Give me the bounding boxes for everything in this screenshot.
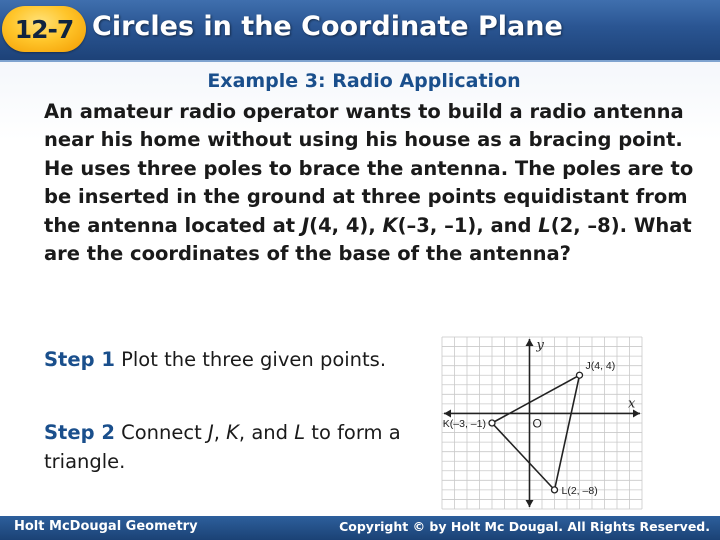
footer-bar bbox=[0, 516, 720, 540]
step-2-text-run: K bbox=[226, 421, 239, 444]
problem-text-run: K bbox=[382, 213, 398, 237]
x-axis-label: x bbox=[628, 396, 636, 412]
problem-text-run: (2, –8). What are the coordinates of the base of the antenna? bbox=[44, 213, 692, 266]
lesson-badge bbox=[2, 6, 86, 52]
step-1-text bbox=[115, 348, 386, 371]
footer-copyright: Copyright © by Holt Mc Dougal. All Rights Reserved. bbox=[339, 519, 710, 534]
step-2-text-run: J bbox=[207, 421, 214, 444]
step-2-text-run: Connect bbox=[114, 421, 208, 444]
problem-text-run: (4, 4), bbox=[309, 213, 383, 237]
step-2-text-run: to form a triangle. bbox=[44, 421, 401, 473]
point-label-k: K(–3, –1) bbox=[442, 418, 486, 430]
problem-text-run: L bbox=[538, 213, 551, 237]
step-1-text-run: Plot the three given points. bbox=[114, 348, 387, 371]
lesson-number: 12-7 bbox=[14, 14, 74, 44]
header-bar bbox=[0, 0, 720, 62]
problem-text-run: An amateur radio operator wants to build a radio antenna near his home without using his house as a bracing point. He uses three poles to brace the antenna. The poles are to be inserted in the ground at three points equidistant from the antenna located at bbox=[44, 100, 694, 237]
point-k bbox=[489, 420, 495, 426]
step-2-text-run: , bbox=[213, 421, 227, 444]
problem-text bbox=[44, 98, 704, 268]
y-axis-label: y bbox=[536, 338, 544, 353]
problem-text-run: J bbox=[301, 213, 310, 237]
point-label-j: J(4, 4) bbox=[585, 360, 616, 373]
step-2-label: Step 2 bbox=[44, 421, 115, 444]
step-2-text-run: L bbox=[294, 421, 306, 444]
step-2 bbox=[44, 418, 424, 476]
point-label-l: L(2, –8) bbox=[561, 484, 598, 497]
origin-label: O bbox=[532, 416, 542, 431]
lesson-title: Circles in the Coordinate Plane bbox=[92, 11, 563, 42]
step-1 bbox=[44, 345, 424, 374]
point-j bbox=[577, 372, 583, 378]
point-l bbox=[552, 487, 558, 493]
coordinate-graph bbox=[438, 333, 646, 513]
footer-publisher: Holt McDougal Geometry bbox=[14, 519, 198, 534]
step-1-label: Step 1 bbox=[44, 348, 115, 371]
problem-text-run: (–3, –1), and bbox=[397, 213, 539, 237]
step-2-text-run: , and bbox=[238, 421, 295, 444]
example-title: Example 3: Radio Application bbox=[207, 70, 521, 92]
